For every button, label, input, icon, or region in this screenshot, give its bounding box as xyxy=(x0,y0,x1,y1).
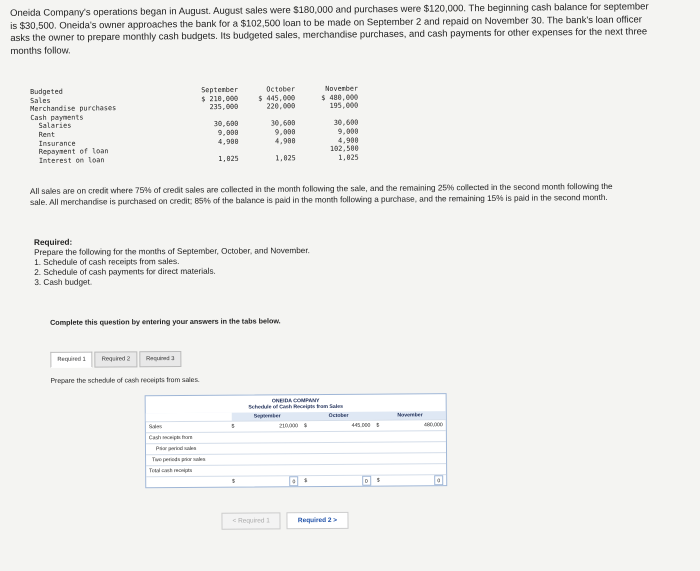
budget-value-sep: 1,025 xyxy=(218,154,239,163)
budget-value-oct: 220,000 xyxy=(266,102,296,111)
input-cell[interactable] xyxy=(229,432,301,443)
sales-sep: 210,000 xyxy=(279,423,298,430)
tab-bar xyxy=(50,351,183,368)
budget-row-label: Cash payments xyxy=(30,113,84,122)
budget-value-oct: 4,900 xyxy=(275,136,296,145)
total-label: Total cash receipts xyxy=(149,467,193,475)
dollar-sign: $ xyxy=(376,422,380,429)
budget-value-sep xyxy=(178,112,238,113)
budget-value-sep: 235,000 xyxy=(209,103,239,112)
cash-receipts-schedule xyxy=(145,393,448,488)
input-cell[interactable] xyxy=(374,453,446,464)
prior-label: Prior period sales xyxy=(155,445,197,453)
tab-required-1[interactable]: Required 1 xyxy=(50,352,92,368)
total-row xyxy=(146,463,446,476)
budget-value-nov: 30,600 xyxy=(333,118,359,128)
prev-required-button[interactable]: < Required 1 xyxy=(221,512,281,529)
budget-row-label: Merchandise purchases xyxy=(30,104,117,114)
complete-instruction: Complete this question by entering your answers in the tabs below. xyxy=(50,316,281,327)
input-cell[interactable] xyxy=(373,431,445,442)
next-required-button[interactable]: Required 2 > xyxy=(287,512,348,529)
budget-header-nov: November xyxy=(325,84,359,93)
budget-row-label: Rent xyxy=(30,130,56,139)
required-line: 1. Schedule of cash receipts from sales. xyxy=(34,256,180,267)
input-cell[interactable] xyxy=(234,443,305,453)
budget-value-nov: $ 480,000 xyxy=(321,93,359,102)
budget-value-nov: 195,000 xyxy=(329,101,359,111)
budget-value-oct: $ 445,000 xyxy=(258,93,296,103)
budget-header-oct: October xyxy=(266,85,296,94)
prior-row xyxy=(146,441,446,454)
schedule-company: ONEIDA COMPANY xyxy=(271,398,320,405)
required-title: Required: xyxy=(34,237,73,247)
sales-nov: 480,000 xyxy=(424,422,443,429)
budget-value-nov xyxy=(298,110,358,111)
tab-required-2[interactable]: Required 2 xyxy=(95,351,137,367)
dollar-sign: $ xyxy=(304,478,308,485)
schedule-title: Schedule of Cash Receipts from Sales xyxy=(248,403,343,411)
budget-value-oct: 1,025 xyxy=(275,153,296,163)
dollar-sign: $ xyxy=(303,423,307,430)
budget-value-sep: 30,600 xyxy=(213,120,239,129)
col-october: October xyxy=(328,412,349,419)
dollar-sign: $ xyxy=(376,477,380,484)
required-line: Prepare the following for the months of September, October, and November. xyxy=(34,246,310,257)
collection-note: All sales are on credit where 75% of credit sales are collected in the month following the sale, and the remaining 25% collected in the second month following the sale. All merchandise is purchased on credit; 85% of the balance is paid in the month following a purchase, and the remaining 15% is paid in the second month. xyxy=(30,181,613,207)
budget-row-label: Repayment of loan xyxy=(30,147,109,157)
input-cell[interactable] xyxy=(231,454,303,465)
tab-required-3[interactable]: Required 3 xyxy=(139,351,181,367)
budget-row-label: Salaries xyxy=(30,121,72,131)
budget-row-label: Insurance xyxy=(30,139,76,148)
nav-buttons xyxy=(221,512,354,530)
budget-table xyxy=(30,84,371,165)
required-section xyxy=(34,235,434,288)
budget-value-nov: 4,900 xyxy=(338,136,359,145)
input-cell[interactable] xyxy=(304,443,375,453)
input-cell[interactable] xyxy=(303,454,375,465)
budget-value-oct xyxy=(235,111,295,112)
budget-row-label: Interest on loan xyxy=(30,155,105,165)
sales-label: Sales xyxy=(148,424,162,431)
budget-value-oct: 9,000 xyxy=(274,128,296,137)
budget-value-sep: 4,900 xyxy=(218,137,239,146)
dollar-sign: $ xyxy=(231,478,235,485)
input-cell[interactable] xyxy=(375,442,446,452)
budget-value-oct xyxy=(236,145,296,146)
required-line: 2. Schedule of cash payments for direct materials. xyxy=(34,266,216,277)
budget-value-sep xyxy=(179,146,239,147)
budget-value-nov: 102,500 xyxy=(329,144,359,154)
budget-value-sep: $ 210,000 xyxy=(201,94,239,103)
budget-value-nov: 1,025 xyxy=(338,153,359,162)
cash-from-label: Cash receipts from xyxy=(148,434,193,442)
budget-header-label: Budgeted xyxy=(30,87,63,96)
col-september: September xyxy=(253,413,281,420)
input-cell[interactable] xyxy=(301,432,373,443)
required-line: 3. Cash budget. xyxy=(34,277,93,287)
budget-row-label: Sales xyxy=(30,96,51,105)
sales-oct: 445,000 xyxy=(351,422,371,429)
problem-intro: Oneida Company's operations began in August. August sales were $180,000 and purchases were $120,000. The beginning cash balance for september is $30,500. Oneida's owner approaches the bank for a $102,500 loan to be made on September 2 and repaid on November 30. The bank's loan officer asks the owner to prepare monthly cash budgets. Its budgeted sales, merchandise purchases, and cash payments for other expenses for the next three months follow. xyxy=(10,1,649,57)
budget-header-sep: September xyxy=(201,85,239,95)
total-oct: 0 xyxy=(362,476,371,486)
question-panel xyxy=(40,304,682,548)
total-sep: 0 xyxy=(289,476,298,486)
budget-value-oct: 30,600 xyxy=(270,119,296,128)
col-november: November xyxy=(397,412,423,419)
prepare-instruction: Prepare the schedule of cash receipts from sales. xyxy=(50,376,200,385)
cash-from-row xyxy=(146,430,446,443)
total-nov: 0 xyxy=(434,475,443,485)
total-values-row xyxy=(146,474,446,487)
two-prior-label: Two periods prior sales xyxy=(152,456,206,464)
budget-value-sep: 9,000 xyxy=(217,128,239,138)
sales-row xyxy=(146,419,446,432)
budget-value-nov: 9,000 xyxy=(337,127,359,136)
two-prior-row xyxy=(146,452,446,465)
dollar-sign: $ xyxy=(231,423,235,430)
